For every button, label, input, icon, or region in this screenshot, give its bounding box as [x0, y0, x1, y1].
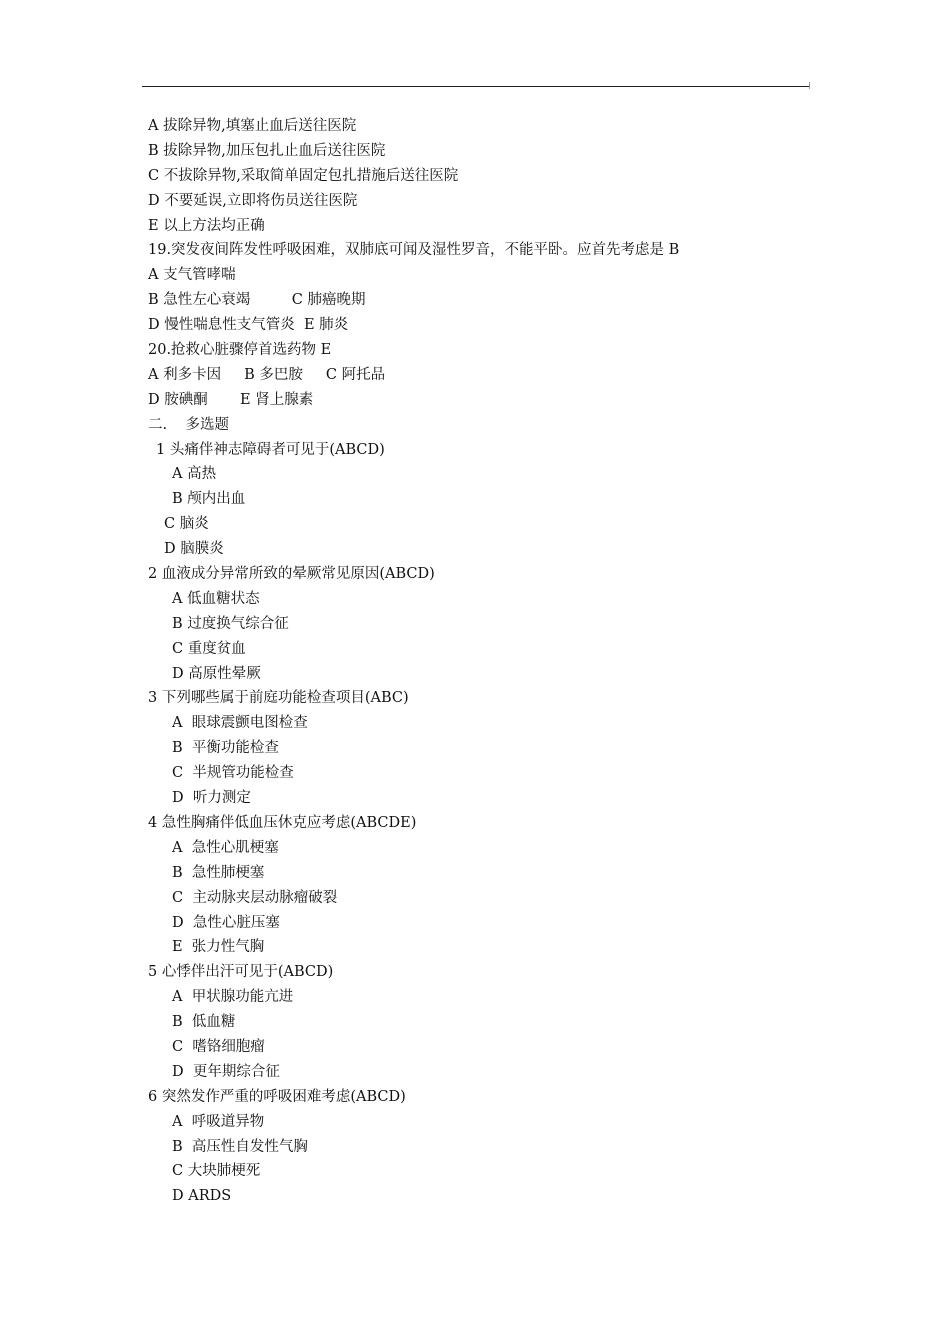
option-line: D 高原性晕厥	[172, 665, 261, 682]
option-line: D 急性心脏压塞	[172, 914, 280, 931]
option-line: D ARDS	[172, 1188, 232, 1205]
option-line: A 拔除异物,填塞止血后送往医院	[148, 118, 357, 134]
option-line: C 不拔除异物,采取简单固定包扎措施后送往医院	[148, 167, 459, 184]
question-mc-3: 3 下列哪些属于前庭功能检查项目(ABC)	[148, 690, 409, 707]
option-line: C 重度贫血	[172, 640, 246, 657]
option-line: A 眼球震颤电图检查	[172, 715, 308, 732]
option-line: C 脑炎	[164, 516, 209, 533]
option-line: A 急性心肌梗塞	[172, 839, 279, 856]
option-line: A 高热	[172, 466, 217, 483]
option-line: A 利多卡因 B 多巴胺 C 阿托品	[148, 366, 386, 383]
option-line: A 低血糖状态	[172, 590, 260, 607]
option-line: E 张力性气胸	[172, 939, 265, 956]
section-heading-multiple-choice: 二. 多选题	[148, 416, 230, 433]
option-line: B 高压性自发性气胸	[172, 1138, 308, 1155]
option-line: B 急性肺梗塞	[172, 864, 265, 881]
option-line: B 平衡功能检查	[172, 740, 279, 757]
question-mc-5: 5 心悸伴出汗可见于(ABCD)	[148, 964, 334, 981]
header-rule-end-mark	[809, 82, 810, 89]
option-line: B 拔除异物,加压包扎止血后送往医院	[148, 142, 386, 159]
option-line: B 急性左心衰竭 C 肺癌晚期	[148, 292, 366, 309]
question-mc-4: 4 急性胸痛伴低血压休克应考虑(ABCDE)	[148, 814, 417, 831]
option-line: D 脑膜炎	[164, 541, 224, 558]
option-line: D 听力测定	[172, 790, 251, 807]
document-body	[148, 114, 828, 1209]
question-19: 19.突发夜间阵发性呼吸困难，双肺底可闻及湿性罗音，不能平卧。应首先考虑是 B	[148, 242, 680, 259]
option-line: D 不要延误,立即将伤员送往医院	[148, 192, 358, 209]
question-mc-6: 6 突然发作严重的呼吸困难考虑(ABCD)	[148, 1088, 406, 1105]
option-line: D 更年期综合征	[172, 1063, 280, 1080]
option-line: C 半规管功能检查	[172, 765, 294, 782]
question-20: 20.抢救心脏骤停首选药物 E	[148, 342, 332, 359]
option-line: A 呼吸道异物	[172, 1113, 265, 1130]
option-line: B 颅内出血	[172, 491, 246, 508]
option-line: A 甲状腺功能亢进	[172, 989, 294, 1006]
option-line: C 大块肺梗死	[172, 1163, 261, 1180]
option-line: B 低血糖	[172, 1014, 236, 1031]
option-line: A 支气管哮喘	[148, 267, 236, 284]
option-line: E 以上方法均正确	[148, 217, 265, 234]
header-rule	[142, 86, 810, 87]
question-mc-1: 1 头痛伴神志障碍者可见于(ABCD)	[156, 441, 385, 458]
option-line: D 胺碘酮 E 肾上腺素	[148, 391, 314, 408]
option-line: B 过度换气综合征	[172, 615, 289, 632]
option-line: C 主动脉夹层动脉瘤破裂	[172, 889, 338, 906]
question-mc-2: 2 血液成分异常所致的晕厥常见原因(ABCD)	[148, 566, 435, 583]
option-line: C 嗜铬细胞瘤	[172, 1038, 265, 1055]
option-line: D 慢性喘息性支气管炎 E 肺炎	[148, 317, 349, 334]
